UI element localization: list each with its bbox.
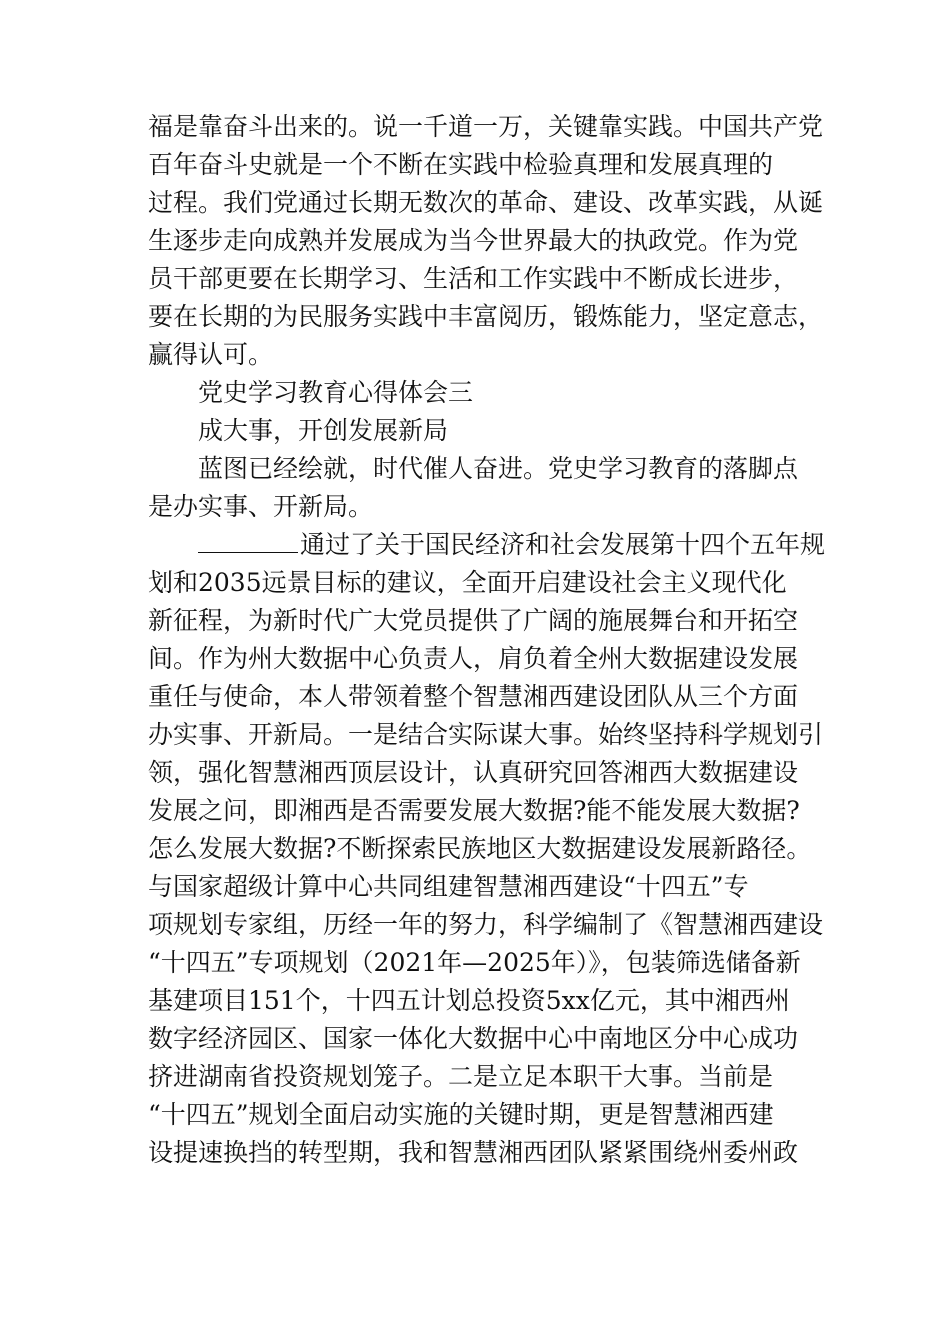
text-line: 划和2035远景目标的建议，全面开启建设社会主义现代化 xyxy=(148,568,787,597)
text-line: 发展之问，即湘西是否需要发展大数据?能不能发展大数据? xyxy=(148,796,800,825)
text-line: 生逐步走向成熟并发展成为当今世界最大的执政党。作为党 xyxy=(148,226,799,255)
text-line: 设提速换挡的转型期，我和智慧湘西团队紧紧围绕州委州政 xyxy=(148,1138,799,1167)
text-line: 员干部更要在长期学习、生活和工作实践中不断成长进步， xyxy=(148,264,799,293)
text-line: “十四五”规划全面启动实施的关键时期，更是智慧湘西建 xyxy=(148,1100,774,1129)
section-subtitle: 成大事，开创发展新局 xyxy=(198,416,449,445)
text-line: 间。作为州大数据中心负责人，肩负着全州大数据建设发展 xyxy=(148,644,799,673)
text-line: 怎么发展大数据?不断探索民族地区大数据建设发展新路径。 xyxy=(148,834,812,863)
text-line: 挤进湖南省投资规划笼子。二是立足本职干大事。当前是 xyxy=(148,1062,774,1091)
text-line: 福是靠奋斗出来的。说一千道一万，关键靠实践。中国共产党 xyxy=(148,112,824,141)
fill-in-blank xyxy=(198,528,298,553)
text-line: 数字经济园区、国家一体化大数据中心中南地区分中心成功 xyxy=(148,1024,799,1053)
text-line: 基建项目151个，十四五计划总投资5xx亿元，其中湘西州 xyxy=(148,986,790,1015)
text-line-with-blank xyxy=(148,526,826,564)
text-line: 重任与使命，本人带领着整个智慧湘西建设团队从三个方面 xyxy=(148,682,799,711)
text-line: 项规划专家组，历经一年的努力，科学编制了《智慧湘西建设 xyxy=(148,910,824,939)
text-line: “十四五”专项规划（2021年—2025年）》，包装筛选储备新 xyxy=(148,948,801,977)
text-line: 赢得认可。 xyxy=(148,340,274,369)
text-line: 是办实事、开新局。 xyxy=(148,492,374,521)
text-line: 百年奋斗史就是一个不断在实践中检验真理和发展真理的 xyxy=(148,150,774,179)
text-line: 过程。我们党通过长期无数次的革命、建设、改革实践，从诞 xyxy=(148,188,824,217)
text-line: 领，强化智慧湘西顶层设计，认真研究回答湘西大数据建设 xyxy=(148,758,799,787)
section-title: 党史学习教育心得体会三 xyxy=(198,378,474,407)
document-body xyxy=(148,108,826,1172)
text-line: 新征程，为新时代广大党员提供了广阔的施展舞台和开拓空 xyxy=(148,606,799,635)
text-line: 办实事、开新局。一是结合实际谋大事。始终坚持科学规划引 xyxy=(148,720,824,749)
text-line-rest: 通过了关于国民经济和社会发展第十四个五年规 xyxy=(300,530,826,559)
text-line: 要在长期的为民服务实践中丰富阅历，锻炼能力，坚定意志， xyxy=(148,302,824,331)
text-line: 蓝图已经绘就，时代催人奋进。党史学习教育的落脚点 xyxy=(198,454,799,483)
text-line: 与国家超级计算中心共同组建智慧湘西建设“十四五”专 xyxy=(148,872,749,901)
